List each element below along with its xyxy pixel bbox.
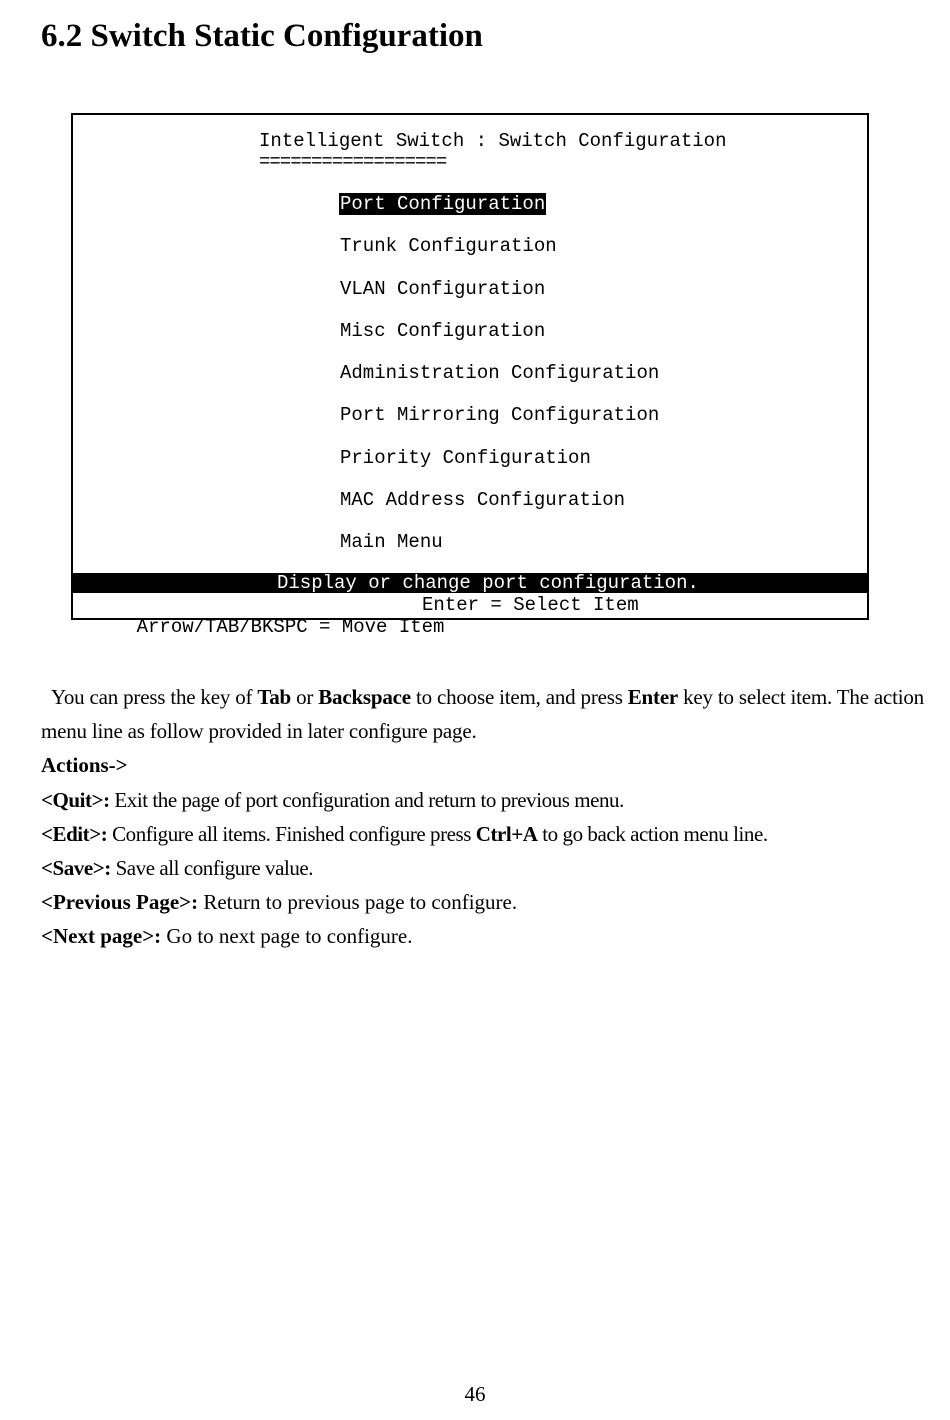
- action-label: <Quit>:: [41, 787, 110, 812]
- menu-item-label: MAC Address Configuration: [340, 489, 626, 512]
- menu-item-label: Trunk Configuration: [340, 235, 557, 258]
- terminal-key-help: [91, 594, 639, 682]
- menu-item-priority-configuration[interactable]: [339, 447, 660, 489]
- action-previous-page: [41, 885, 931, 919]
- action-next-page: [41, 919, 931, 953]
- menu-item-mac-address-configuration[interactable]: [339, 489, 660, 531]
- terminal-status-bar: [73, 573, 867, 593]
- intro-paragraph: [41, 680, 931, 748]
- action-description: Configure all items. Finished configure press: [107, 821, 476, 846]
- menu-item-vlan-configuration[interactable]: [339, 278, 660, 320]
- action-quit: [41, 783, 931, 817]
- key-ctrl-a: Ctrl+A: [475, 821, 538, 846]
- menu-item-label: Misc Configuration: [340, 319, 546, 342]
- action-description: to go back action menu line.: [537, 821, 768, 846]
- actions-heading: [41, 748, 931, 782]
- page-number: 46: [464, 1382, 486, 1406]
- menu-item-label: VLAN Configuration: [340, 277, 546, 300]
- terminal-title-underline: ==================: [259, 151, 447, 173]
- intro-text: You can press the key of: [51, 685, 258, 709]
- terminal-screenshot: [71, 113, 869, 638]
- menu-item-main-menu[interactable]: [339, 531, 660, 573]
- help-move-item: Arrow/TAB/BKSPC = Move Item: [136, 616, 445, 638]
- action-description: Save all configure value.: [110, 856, 314, 881]
- menu-item-trunk-configuration[interactable]: [339, 235, 660, 277]
- action-description: Go to next page to configure.: [161, 924, 413, 949]
- action-edit: [41, 817, 931, 851]
- action-label: <Edit>:: [41, 821, 108, 846]
- menu-item-port-mirroring-configuration[interactable]: [339, 404, 660, 446]
- actions-heading-label: Actions->: [41, 753, 128, 778]
- intro-text: key to select item. The action menu line as follow provided in later configure page.: [41, 685, 924, 744]
- menu-item-misc-configuration[interactable]: [339, 320, 660, 362]
- instructions-text: [41, 680, 931, 954]
- menu-item-label: Administration Configuration: [340, 362, 660, 385]
- help-select-item: Enter = Select Item: [422, 594, 639, 616]
- menu-item-label: Port Configuration: [340, 193, 546, 215]
- switch-configuration-menu: [339, 193, 660, 574]
- key-backspace: Backspace: [318, 685, 411, 709]
- key-enter: Enter: [627, 685, 679, 709]
- action-description: Return to previous page to configure.: [198, 890, 518, 915]
- action-label: <Save>:: [41, 856, 111, 881]
- menu-item-label: Port Mirroring Configuration: [340, 404, 660, 427]
- status-message: Display or change port configuration.: [277, 572, 699, 594]
- menu-item-administration-configuration[interactable]: [339, 362, 660, 404]
- menu-item-label: Main Menu: [340, 531, 443, 554]
- key-tab: Tab: [257, 685, 292, 709]
- intro-text: to choose item, and press: [410, 685, 628, 709]
- action-label: <Next page>:: [41, 924, 162, 949]
- menu-item-port-configuration[interactable]: [339, 193, 660, 235]
- action-description: Exit the page of port configuration and return to previous menu.: [109, 787, 624, 812]
- terminal-title: Intelligent Switch : Switch Configuration: [259, 130, 727, 152]
- menu-item-label: Priority Configuration: [340, 446, 591, 469]
- action-label: <Previous Page>:: [41, 890, 199, 915]
- intro-text: or: [291, 685, 319, 709]
- section-title: 6.2 Switch Static Configuration: [41, 18, 483, 54]
- action-save: [41, 851, 931, 885]
